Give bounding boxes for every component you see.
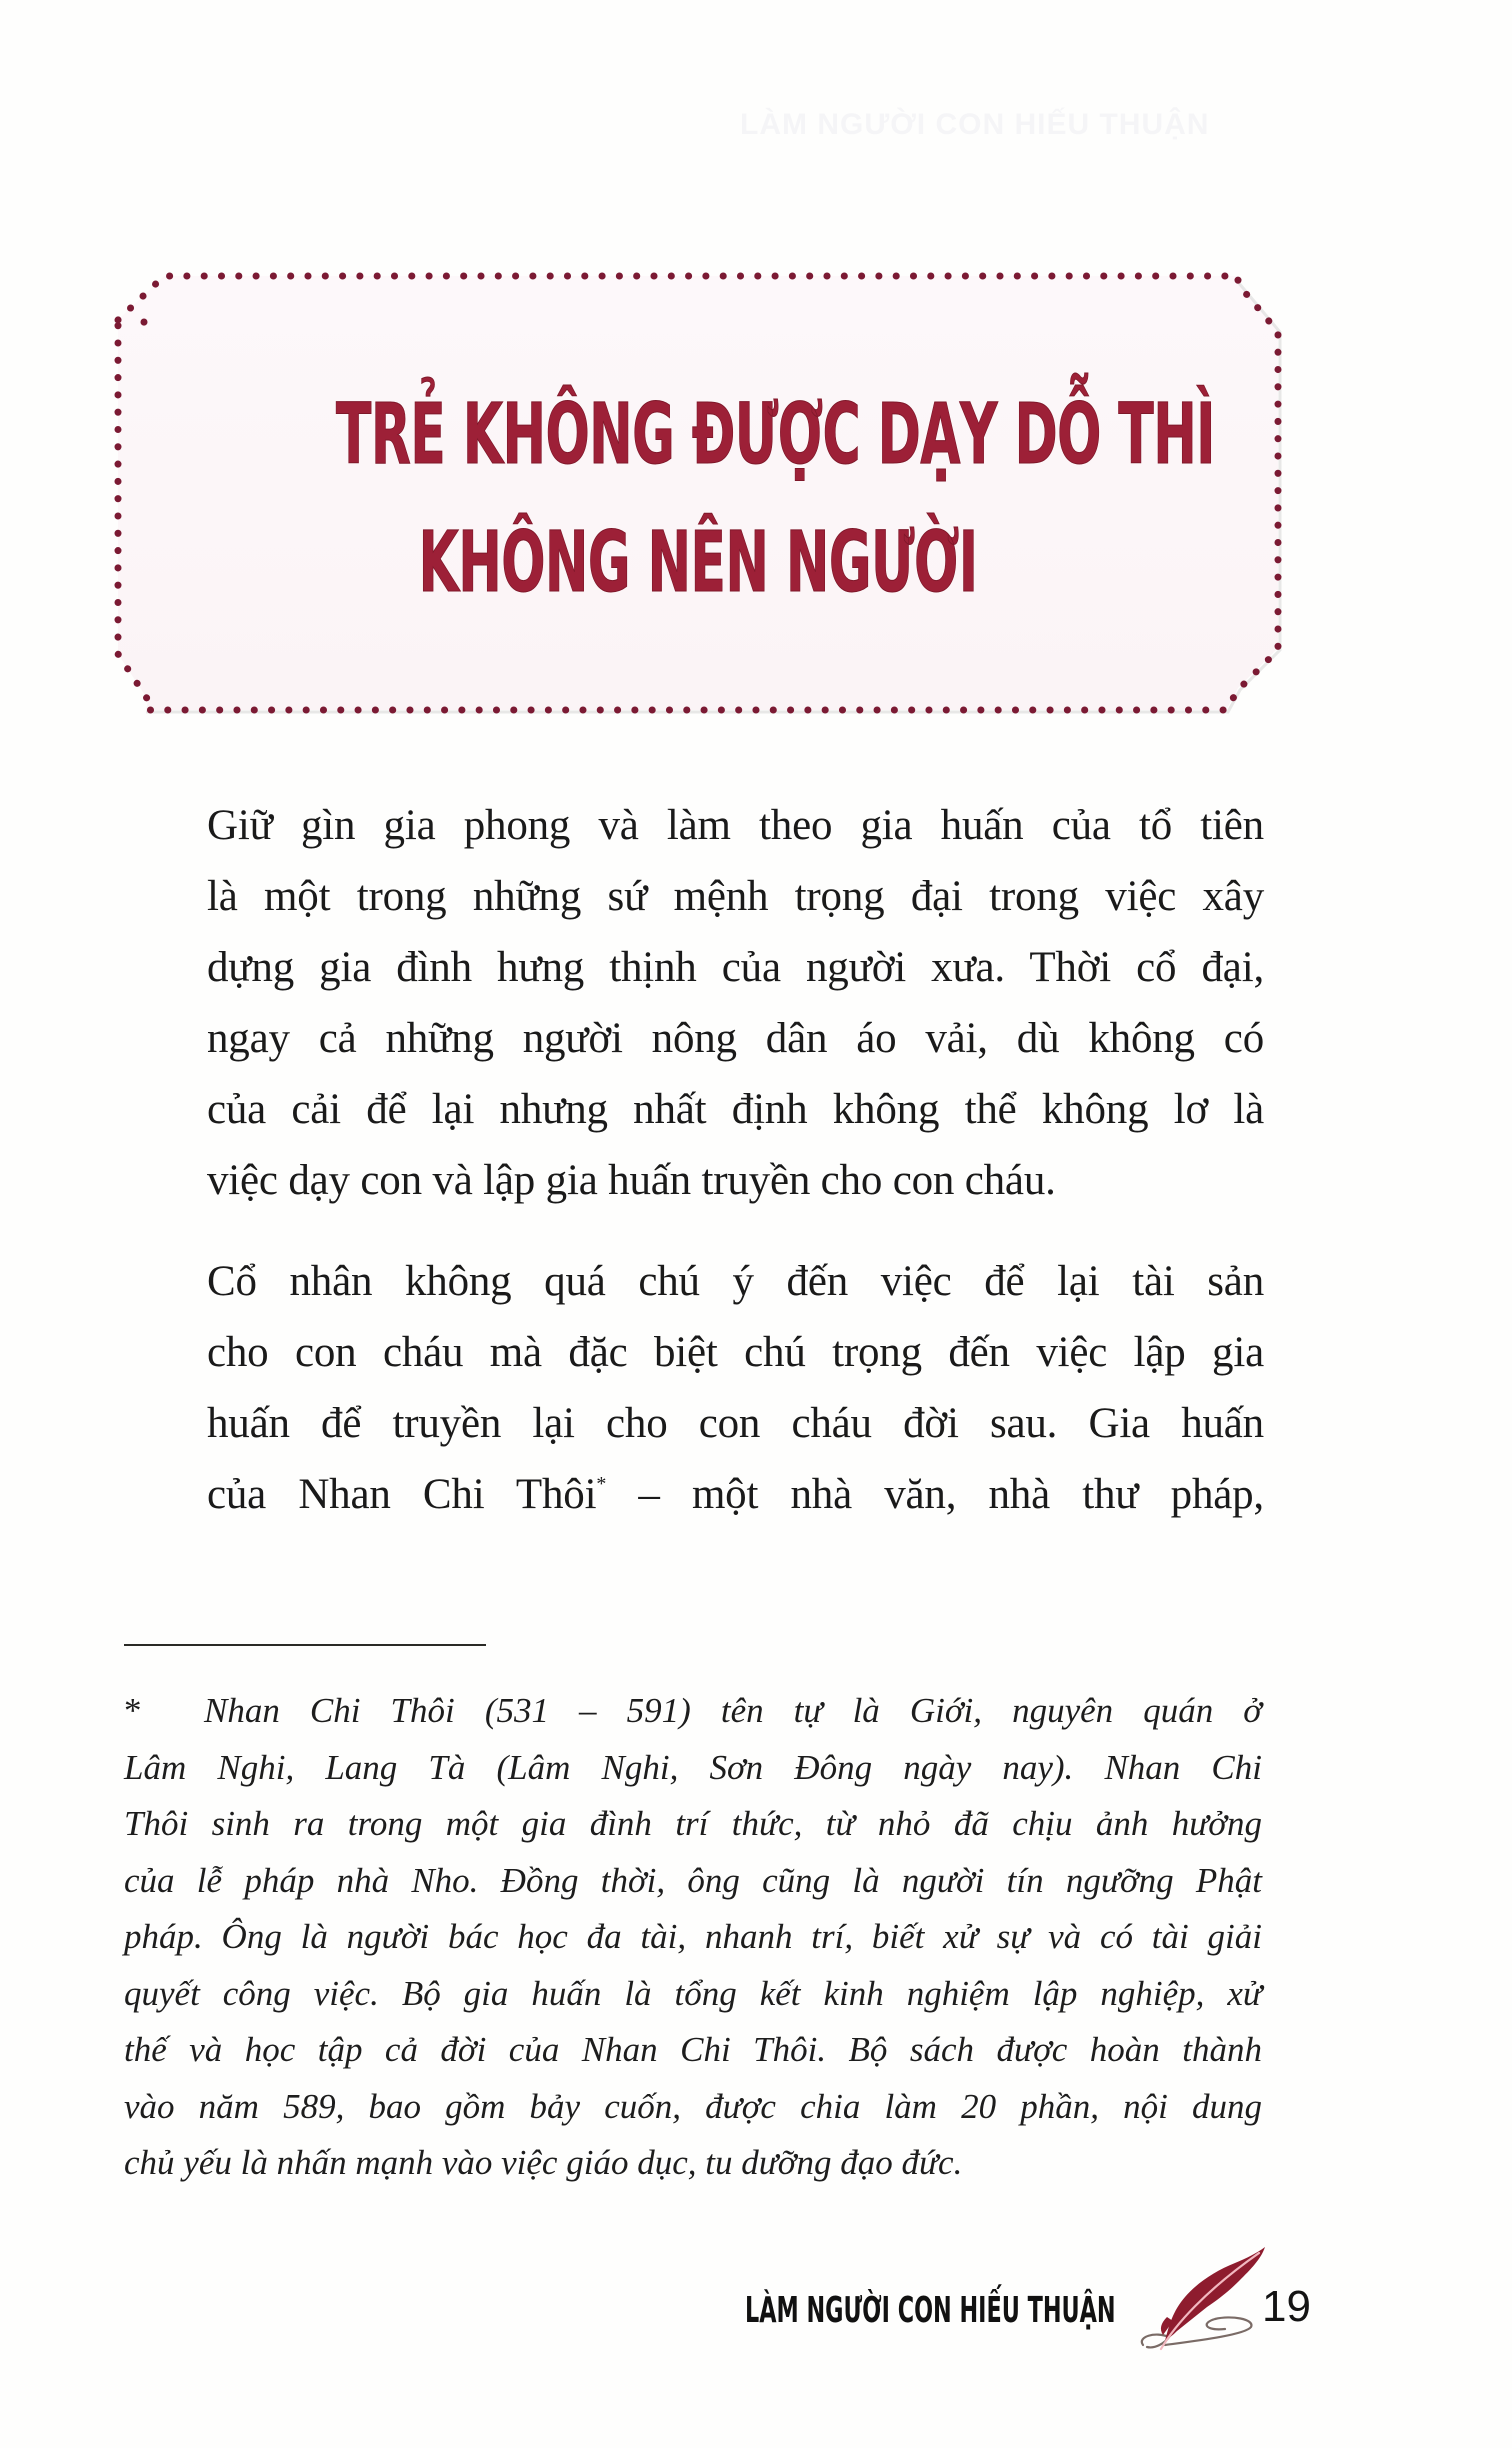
body-line: của cải để lại nhưng nhất định không thể không lơ là [207,1086,1264,1133]
body-text [124,790,1264,1530]
footnote-marker[interactable]: * [596,1473,607,1495]
page-number: 19 [1262,2282,1311,2331]
bleed-through-header: LÀM NGƯỜI CON HIẾU THUẬN [740,108,1210,141]
footnote-line: Thôi sinh ra trong một gia đình trí thức, từ nhỏ đã chịu ảnh hưởng [124,1804,1262,1843]
footnote-line: thế và học tập cả đời của Nhan Chi Thôi. Bộ sách được hoàn thành [124,2030,1262,2069]
footnote-line: chủ yếu là nhấn mạnh vào việc giáo dục, tu dưỡng đạo đức. [124,2143,963,2182]
body-line: ngay cả những người nông dân áo vải, dù không có [207,1015,1264,1062]
chapter-title-box [114,270,1282,716]
paragraph-2 [124,1246,1264,1530]
body-line-part: của Nhan Chi Thôi [207,1471,597,1518]
footnote [124,1683,1262,2192]
footnote-separator [124,1644,486,1646]
footnote-star: * [124,1691,142,1730]
chapter-title [335,370,1215,626]
body-line: huấn để truyền lại cho con cháu đời sau. Gia huấn [207,1400,1264,1447]
footnote-line: Lâm Nghi, Lang Tà (Lâm Nghi, Sơn Đông ngày nay). Nhan Chi [124,1747,1262,1787]
body-line: Giữ gìn gia phong và làm theo gia huấn của tổ tiên [207,802,1264,849]
footnote-line-text: Nhan Chi Thôi (531 – 591) tên tự là Giới, nguyên quán ở [204,1691,1262,1730]
footnote-line: quyết công việc. Bộ gia huấn là tổng kết kinh nghiệm lập nghiệp, xử [124,1973,1262,2013]
body-line: cho con cháu mà đặc biệt chú trọng đến việc lập gia [207,1329,1264,1376]
body-line [124,1459,1264,1530]
running-footer-title: LÀM NGƯỜI CON HIẾU THUẬN [745,2290,1116,2331]
paragraph-1 [124,790,1264,1216]
body-line: dựng gia đình hưng thịnh của người xưa. Thời cổ đại, [207,944,1264,991]
quill-pen-icon [1135,2245,1275,2355]
chapter-title-line-2: KHÔNG NÊN NGƯỜI [418,513,978,611]
body-line-part: – một nhà văn, nhà thư pháp, [638,1471,1264,1518]
chapter-title-line-1: TRẺ KHÔNG ĐƯỢC DẠY DỖ THÌ [335,385,1215,483]
body-line: việc dạy con và lập gia huấn truyền cho con cháu. [207,1157,1056,1204]
footnote-line: của lễ pháp nhà Nho. Đồng thời, ông cũng là người tín ngưỡng Phật [124,1860,1262,1900]
footnote-line: vào năm 589, bao gồm bảy cuốn, được chia làm 20 phần, nội dung [124,2086,1262,2126]
body-line: là một trong những sứ mệnh trọng đại trong việc xây [207,873,1264,920]
footnote-line: pháp. Ông là người bác học đa tài, nhanh trí, biết xử sự và có tài giải [124,1917,1262,1956]
footnote-line [124,1683,1262,1740]
body-line: Cổ nhân không quá chú ý đến việc để lại tài sản [207,1258,1264,1305]
